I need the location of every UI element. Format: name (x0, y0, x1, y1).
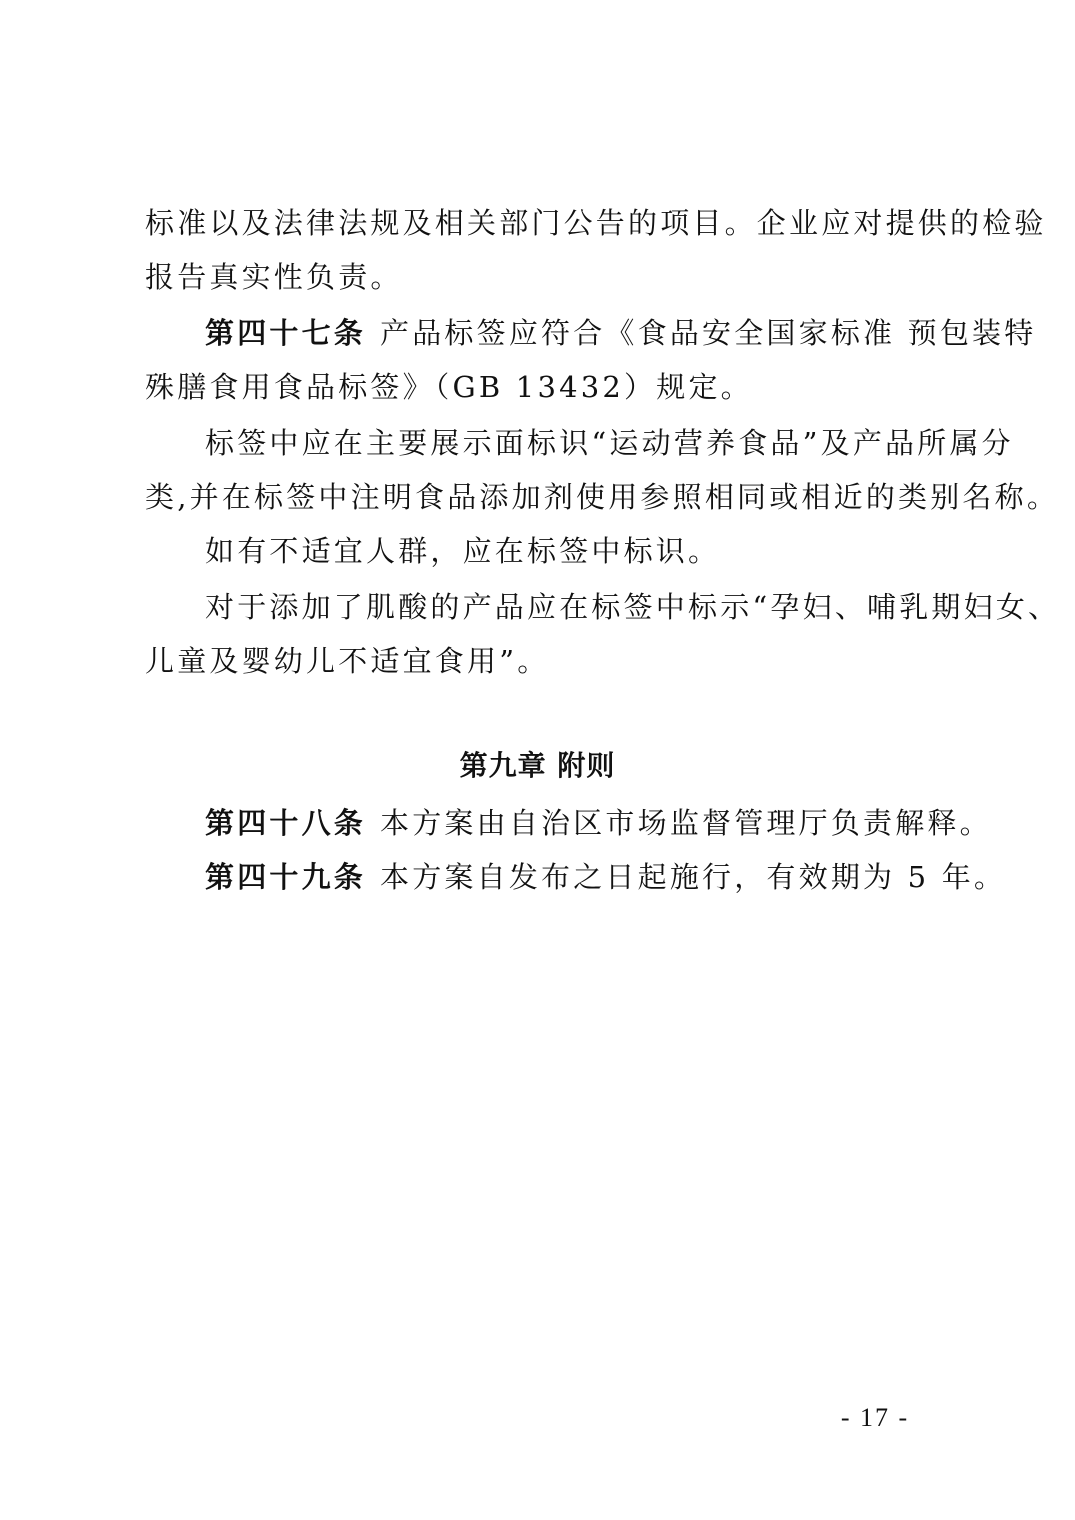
text-line: 报告真实性负责。 (145, 260, 403, 294)
article-text: 产品标签应符合《食品安全国家标准 预包装特 (380, 316, 1037, 350)
article-number: 第四十八条 (205, 806, 367, 840)
paragraph-creatine (145, 580, 1061, 688)
text-line (145, 796, 992, 850)
text-line (145, 850, 1007, 904)
article-48 (145, 796, 992, 850)
text-line: 如有不适宜人群，应在标签中标识。 (205, 534, 721, 568)
text-line: 标准以及法律法规及相关部门公告的项目。企业应对提供的检验 (145, 206, 1047, 240)
page-number: - 17 - (840, 1403, 910, 1432)
article-47 (145, 306, 1037, 414)
text-line: 殊膳食用食品标签》（GB 13432）规定。 (145, 370, 753, 404)
text-line: 标签中应在主要展示面标识“运动营养食品”及产品所属分 (205, 426, 1014, 460)
article-text: 本方案自发布之日起施行，有效期为 5 年。 (380, 860, 1007, 894)
paragraph-continuation (145, 196, 1047, 304)
text-line (145, 306, 1037, 360)
paragraph-unsuitable-population (145, 524, 945, 578)
article-number: 第四十九条 (205, 860, 367, 894)
text-line: 类,并在标签中注明食品添加剂使用参照相同或相近的类别名称。 (145, 480, 1060, 514)
text-line: 儿童及婴幼儿不适宜食用”。 (145, 644, 550, 678)
article-text: 本方案由自治区市场监督管理厅负责解释。 (380, 806, 992, 840)
article-number: 第四十七条 (205, 316, 367, 350)
article-49 (145, 850, 1007, 904)
paragraph-label-requirements (145, 416, 1060, 524)
text-line: 对于添加了肌酸的产品应在标签中标示“孕妇、哺乳期妇女、 (205, 590, 1061, 624)
chapter-title: 第九章 附则 (459, 749, 616, 782)
